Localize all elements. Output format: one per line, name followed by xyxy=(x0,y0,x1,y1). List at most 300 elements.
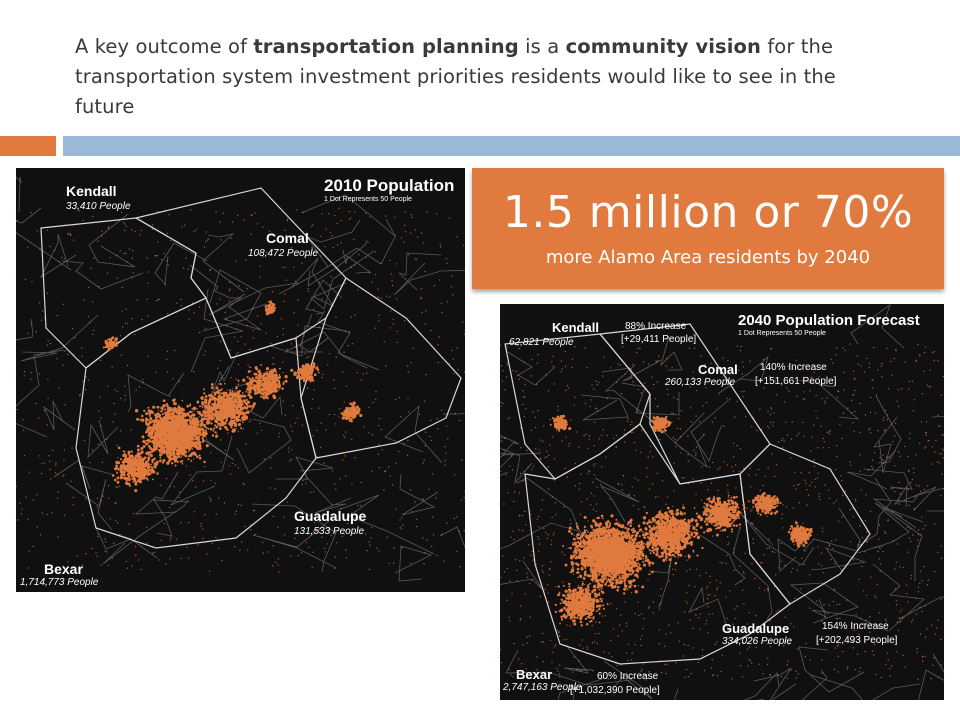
population-dot xyxy=(144,442,146,444)
population-dot xyxy=(88,316,89,317)
population-dot xyxy=(209,571,210,572)
population-dot xyxy=(239,409,242,412)
population-dot xyxy=(229,390,231,392)
population-dot xyxy=(171,429,173,431)
population-dot xyxy=(283,301,284,302)
population-dot xyxy=(242,419,244,421)
population-dot xyxy=(47,345,48,346)
population-dot xyxy=(235,378,236,379)
population-dot xyxy=(168,410,170,412)
population-dot xyxy=(365,212,366,213)
population-dot xyxy=(259,423,260,424)
population-dot xyxy=(372,434,373,435)
population-dot xyxy=(232,388,233,389)
population-dot xyxy=(407,365,408,366)
population-dot xyxy=(219,380,220,381)
population-dot xyxy=(62,476,63,477)
population-dot xyxy=(207,240,208,241)
population-dot xyxy=(429,489,430,490)
population-dot xyxy=(408,371,409,372)
population-dot xyxy=(16,486,17,487)
population-dot xyxy=(70,235,71,236)
population-dot xyxy=(402,525,403,526)
population-dot xyxy=(247,288,248,289)
population-dot xyxy=(247,410,248,411)
population-dot xyxy=(294,371,297,374)
population-dot xyxy=(435,497,436,498)
population-dot xyxy=(423,242,424,243)
population-dot xyxy=(262,227,263,228)
population-dot xyxy=(272,387,274,389)
population-dot xyxy=(169,558,170,559)
population-dot xyxy=(344,410,347,413)
population-dot xyxy=(379,418,380,419)
population-dot xyxy=(207,445,208,446)
population-dot xyxy=(316,456,317,457)
population-dot xyxy=(455,413,456,414)
map2010-guadalupe-people: 131,533 People xyxy=(294,526,365,537)
population-dot xyxy=(284,267,285,268)
population-dot xyxy=(282,267,283,268)
population-dot xyxy=(326,543,327,544)
population-dot xyxy=(449,218,450,219)
population-dot xyxy=(266,372,267,373)
heading-bold-transportation-planning: transportation planning xyxy=(253,35,519,58)
population-dot xyxy=(134,334,135,335)
population-dot xyxy=(232,221,233,222)
population-dot xyxy=(137,459,139,461)
population-dot xyxy=(227,432,228,433)
population-dot xyxy=(346,386,347,387)
population-dot xyxy=(166,440,168,442)
population-dot xyxy=(220,377,221,378)
population-dot xyxy=(225,450,226,451)
population-dot xyxy=(167,437,169,439)
population-dot xyxy=(255,367,258,370)
population-dot xyxy=(93,515,94,516)
population-dot xyxy=(133,475,135,477)
population-dot xyxy=(107,386,108,387)
population-dot xyxy=(63,304,64,305)
population-dot xyxy=(139,453,141,455)
population-dot xyxy=(129,471,131,473)
population-dot xyxy=(320,255,321,256)
population-dot xyxy=(158,559,159,560)
population-dot xyxy=(203,388,205,390)
population-dot xyxy=(199,306,200,307)
population-dot xyxy=(63,474,64,475)
population-dot xyxy=(152,224,153,225)
population-dot xyxy=(157,430,160,433)
population-dot xyxy=(390,310,391,311)
population-dot xyxy=(148,316,149,317)
population-dot xyxy=(376,548,377,549)
population-dot xyxy=(349,211,350,212)
population-dot xyxy=(320,236,321,237)
population-dot xyxy=(464,497,465,498)
population-dot xyxy=(432,516,433,517)
population-dot xyxy=(365,533,366,534)
population-dot xyxy=(168,237,169,238)
population-dot xyxy=(236,510,237,511)
population-dot xyxy=(131,229,132,230)
population-dot xyxy=(89,322,90,323)
population-dot xyxy=(179,497,180,498)
population-dot xyxy=(67,233,68,234)
population-dot xyxy=(235,392,237,394)
population-dot xyxy=(319,282,320,283)
population-dot xyxy=(462,321,463,322)
population-dot xyxy=(295,346,296,347)
population-dot xyxy=(349,219,350,220)
population-dot xyxy=(295,281,296,282)
population-dot xyxy=(143,445,146,448)
population-dot xyxy=(166,359,167,360)
population-dot xyxy=(131,277,132,278)
population-dot xyxy=(307,374,309,376)
population-dot xyxy=(323,462,324,463)
population-dot xyxy=(310,492,311,493)
population-dot xyxy=(356,407,358,409)
population-dot xyxy=(177,435,179,437)
population-dot xyxy=(288,447,289,448)
population-dot xyxy=(110,340,113,343)
population-dot xyxy=(193,371,194,372)
population-dot xyxy=(166,478,167,479)
population-dot xyxy=(157,211,158,212)
population-dot xyxy=(453,358,454,359)
population-dot xyxy=(456,236,457,237)
population-dot xyxy=(117,522,118,523)
population-dot xyxy=(41,463,42,464)
county-outline-kendall-2040 xyxy=(505,334,650,479)
population-dot xyxy=(193,413,196,416)
population-dot xyxy=(183,449,186,452)
population-dot xyxy=(165,563,166,564)
population-dot xyxy=(159,450,162,453)
population-dot xyxy=(363,373,364,374)
population-dot xyxy=(302,373,303,374)
population-dot xyxy=(33,499,34,500)
population-dot xyxy=(225,312,226,313)
population-dot xyxy=(110,518,111,519)
population-dot xyxy=(38,417,39,418)
population-dot xyxy=(97,241,98,242)
population-dot xyxy=(44,317,45,318)
population-dot xyxy=(282,328,283,329)
population-dot xyxy=(120,477,123,480)
population-dot xyxy=(305,371,306,372)
population-dot xyxy=(333,247,334,248)
population-dot xyxy=(223,213,224,214)
population-dot xyxy=(407,398,408,399)
population-dot xyxy=(111,336,114,339)
population-dot xyxy=(134,462,137,465)
population-dot xyxy=(210,452,211,453)
population-dot xyxy=(220,403,222,405)
population-dot xyxy=(31,281,32,282)
population-dot xyxy=(267,350,268,351)
population-dot xyxy=(181,447,183,449)
population-dot xyxy=(250,234,251,235)
population-dot xyxy=(333,379,334,380)
population-dot xyxy=(200,420,202,422)
population-dot xyxy=(139,472,142,475)
population-dot xyxy=(181,226,182,227)
map2010-guadalupe-name: Guadalupe xyxy=(294,508,367,524)
population-dot xyxy=(244,526,245,527)
road-line xyxy=(874,417,897,473)
population-dot xyxy=(251,405,254,408)
population-dot xyxy=(64,350,65,351)
population-dot xyxy=(353,404,355,406)
population-dot xyxy=(242,413,244,415)
population-dot xyxy=(415,229,416,230)
population-dot xyxy=(150,453,152,455)
population-dot xyxy=(201,402,204,405)
population-dot xyxy=(226,407,228,409)
population-dot xyxy=(176,539,177,540)
population-dot xyxy=(208,403,210,405)
population-dot xyxy=(184,439,186,441)
population-dot xyxy=(378,315,379,316)
population-dot xyxy=(431,546,432,547)
population-dot xyxy=(149,469,151,471)
population-dot xyxy=(242,411,244,413)
population-dot xyxy=(141,482,142,483)
population-dot xyxy=(347,416,350,419)
population-dot xyxy=(36,331,37,332)
population-dot xyxy=(191,408,193,410)
population-dot xyxy=(335,556,336,557)
population-dot xyxy=(623,592,625,594)
population-dot xyxy=(127,365,128,366)
population-dot xyxy=(194,511,195,512)
population-dot xyxy=(125,482,127,484)
population-dot xyxy=(322,374,323,375)
population-dot xyxy=(265,392,267,394)
population-dot xyxy=(149,421,152,424)
population-dot xyxy=(359,414,362,417)
population-dot xyxy=(197,436,200,439)
population-dot xyxy=(210,429,211,430)
population-dot xyxy=(177,410,178,411)
population-dot xyxy=(436,418,437,419)
population-dot xyxy=(243,399,246,402)
population-dot xyxy=(139,234,140,235)
population-dot xyxy=(41,473,42,474)
population-dot xyxy=(223,414,225,416)
population-dot xyxy=(136,469,138,471)
population-dot xyxy=(246,407,249,410)
population-dot xyxy=(31,372,32,373)
population-dot xyxy=(334,568,335,569)
population-dot xyxy=(24,375,25,376)
population-dot xyxy=(239,285,240,286)
population-dot xyxy=(168,455,170,457)
population-dot xyxy=(285,415,286,416)
road-line xyxy=(500,561,543,590)
population-dot xyxy=(243,395,246,398)
population-dot xyxy=(384,341,385,342)
population-dot xyxy=(237,397,239,399)
population-dot xyxy=(155,372,156,373)
population-dot xyxy=(85,389,86,390)
population-dot xyxy=(69,225,70,226)
callout-subline: more Alamo Area residents by 2040 xyxy=(545,247,871,268)
population-dot xyxy=(33,546,34,547)
population-dot xyxy=(410,489,411,490)
population-dot xyxy=(238,504,239,505)
population-dot xyxy=(41,320,42,321)
population-dot xyxy=(569,526,572,529)
population-dot xyxy=(157,442,160,445)
population-dot xyxy=(302,365,305,368)
population-dot xyxy=(312,567,313,568)
population-dot xyxy=(137,300,138,301)
population-dot xyxy=(212,397,214,399)
population-dot xyxy=(117,457,118,458)
population-dot xyxy=(252,308,253,309)
population-dot xyxy=(244,220,245,221)
population-dot xyxy=(149,417,152,420)
population-dot xyxy=(239,550,240,551)
population-dot xyxy=(235,416,236,417)
population-dot xyxy=(169,432,171,434)
population-dot xyxy=(232,412,234,414)
population-dot xyxy=(189,318,190,319)
population-dot xyxy=(162,413,164,415)
population-dot xyxy=(214,409,217,412)
population-dot xyxy=(317,365,318,366)
population-dot xyxy=(446,523,447,524)
population-dot xyxy=(259,372,261,374)
population-dot xyxy=(193,439,195,441)
population-dot xyxy=(176,432,179,435)
population-dot xyxy=(242,392,244,394)
population-dot xyxy=(245,412,248,415)
population-dot xyxy=(308,288,309,289)
population-dot xyxy=(158,410,159,411)
population-dot xyxy=(423,563,424,564)
population-dot xyxy=(278,374,280,376)
population-dot xyxy=(394,217,395,218)
population-dot xyxy=(266,305,268,307)
population-dot xyxy=(642,531,644,533)
population-dot xyxy=(90,268,91,269)
population-dot xyxy=(345,475,346,476)
population-dot xyxy=(181,440,183,442)
population-dot xyxy=(83,300,84,301)
road-line xyxy=(276,457,333,479)
population-dot xyxy=(106,439,107,440)
population-dot xyxy=(177,455,180,458)
population-dot xyxy=(253,510,254,511)
population-dot xyxy=(446,262,447,263)
population-dot xyxy=(210,499,211,500)
population-dot xyxy=(245,402,247,404)
population-dot xyxy=(141,230,142,231)
population-dot xyxy=(218,548,219,549)
population-dot xyxy=(171,423,174,426)
population-dot xyxy=(167,442,169,444)
population-dot xyxy=(222,417,225,420)
population-dot xyxy=(312,552,313,553)
population-dot xyxy=(399,397,400,398)
population-dot xyxy=(80,394,81,395)
population-dot xyxy=(249,366,251,368)
population-dot xyxy=(180,421,182,423)
population-dot xyxy=(57,474,58,475)
population-dot xyxy=(296,336,297,337)
population-dot xyxy=(425,374,426,375)
population-dot xyxy=(120,458,122,460)
population-dot xyxy=(125,323,126,324)
population-dot xyxy=(294,538,295,539)
population-dot xyxy=(235,464,236,465)
population-dot xyxy=(114,467,117,470)
population-dot xyxy=(192,302,193,303)
population-dot xyxy=(190,209,191,210)
population-dot xyxy=(147,466,150,469)
population-dot xyxy=(378,454,379,455)
population-dot xyxy=(358,254,359,255)
population-dot xyxy=(154,552,155,553)
population-dot xyxy=(100,425,101,426)
population-dot xyxy=(119,486,120,487)
population-dot xyxy=(315,367,318,370)
population-dot xyxy=(221,462,222,463)
road-line xyxy=(882,507,923,581)
population-dot xyxy=(397,342,398,343)
population-dot xyxy=(401,547,402,548)
population-dot xyxy=(395,399,396,400)
population-dot xyxy=(148,412,151,415)
population-dot xyxy=(311,372,313,374)
population-dot xyxy=(305,483,306,484)
population-dot xyxy=(367,242,368,243)
population-dot xyxy=(161,259,162,260)
population-dot xyxy=(227,389,228,390)
population-dot xyxy=(82,514,83,515)
population-dot xyxy=(189,424,190,425)
population-dot xyxy=(229,288,230,289)
population-dot xyxy=(205,395,208,398)
population-dot xyxy=(117,461,120,464)
population-dot xyxy=(325,551,326,552)
population-dot xyxy=(189,403,191,405)
population-dot xyxy=(128,524,129,525)
population-dot xyxy=(351,267,352,268)
population-dot xyxy=(271,379,274,382)
road-line xyxy=(88,420,118,457)
population-dot xyxy=(56,358,57,359)
population-dot xyxy=(180,522,181,523)
population-dot xyxy=(160,410,162,412)
population-dot xyxy=(375,328,376,329)
population-dot xyxy=(218,497,219,498)
population-dot xyxy=(338,208,339,209)
population-dot xyxy=(258,370,260,372)
population-dot xyxy=(290,555,291,556)
population-dot xyxy=(204,405,207,408)
population-dot xyxy=(346,557,347,558)
population-dot xyxy=(349,331,350,332)
population-dot xyxy=(92,301,93,302)
population-dot xyxy=(42,310,43,311)
population-dot xyxy=(345,431,346,432)
population-dot xyxy=(397,331,398,332)
